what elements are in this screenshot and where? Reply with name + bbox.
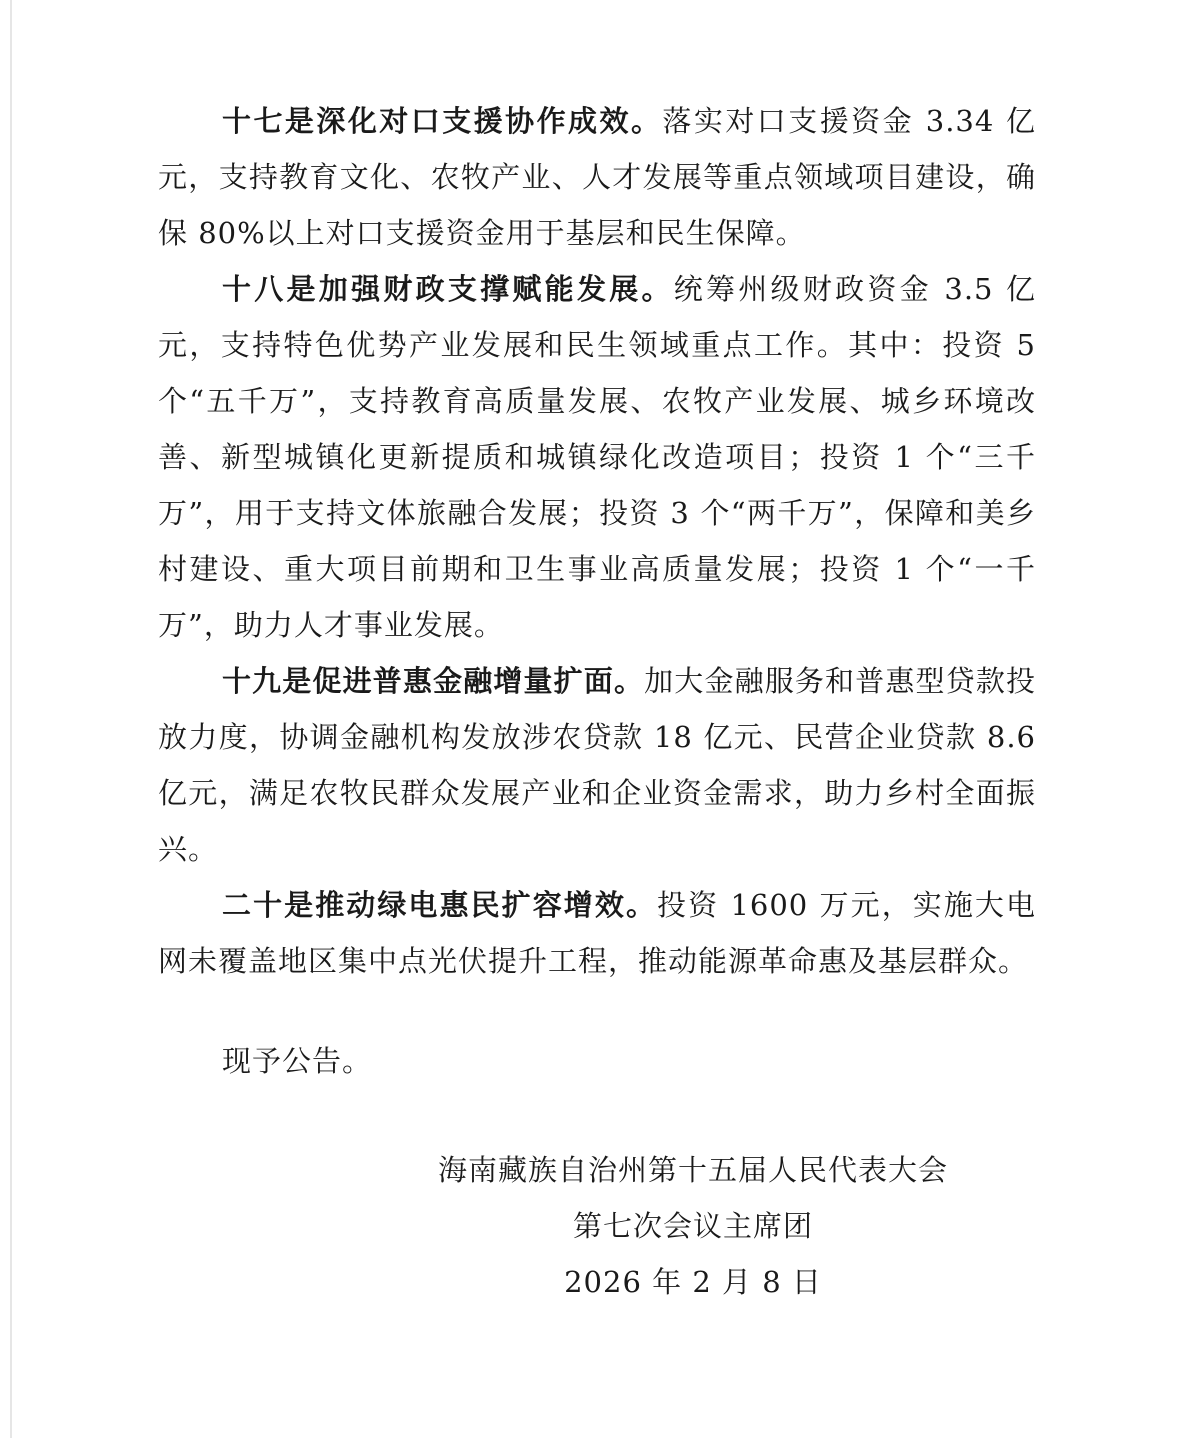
announcement-body	[158, 93, 1036, 989]
paragraph-text: 加大金融服务和普惠型贷款投放力度，协调金融机构发放涉农贷款 18 亿元、民营企业贷款 8.6 亿元，满足农牧民群众发展产业和企业资金需求，助力乡村全面振兴。	[158, 664, 1036, 866]
paragraph-18	[158, 261, 1036, 653]
paragraph-17	[158, 93, 1036, 261]
closing-statement: 现予公告。	[222, 1044, 373, 1078]
paragraph-heading: 十八是加强财政支撑赋能发展。	[222, 272, 674, 306]
paragraph-heading: 十七是深化对口支援协作成效。	[222, 104, 663, 138]
page-edge-divider	[10, 0, 12, 1438]
signature-organization: 海南藏族自治州第十五届人民代表大会	[437, 1153, 948, 1187]
paragraph-heading: 十九是促进普惠金融增量扩面。	[222, 664, 645, 698]
paragraph-heading: 二十是推动绿电惠民扩容增效。	[222, 888, 658, 922]
signature-date: 2026 年 2 月 8 日	[564, 1265, 822, 1299]
signature-block	[400, 1142, 986, 1310]
signature-body: 第七次会议主席团	[572, 1209, 813, 1243]
paragraph-text: 投资 1600 万元，实施大电网未覆盖地区集中点光伏提升工程，推动能源革命惠及基层群众。	[158, 888, 1036, 978]
paragraph-text: 统筹州级财政资金 3.5 亿元，支持特色优势产业发展和民生领域重点工作。其中：投资 5 个“五千万”，支持教育高质量发展、农牧产业发展、城乡环境改善、新型城镇化更新提质和城镇绿化改造项目；投资 1 个“三千万”，用于支持文体旅融合发展；投资 3 个“两千万”，保障和美乡村建设、重大项目前期和卫生事业高质量发展；投资 1 个“一千万”，助力人才事业发展。	[158, 272, 1036, 642]
paragraph-20	[158, 877, 1036, 989]
paragraph-19	[158, 653, 1036, 877]
paragraph-text: 落实对口支援资金 3.34 亿元，支持教育文化、农牧产业、人才发展等重点领域项目建设，确保 80%以上对口支援资金用于基层和民生保障。	[158, 104, 1036, 250]
